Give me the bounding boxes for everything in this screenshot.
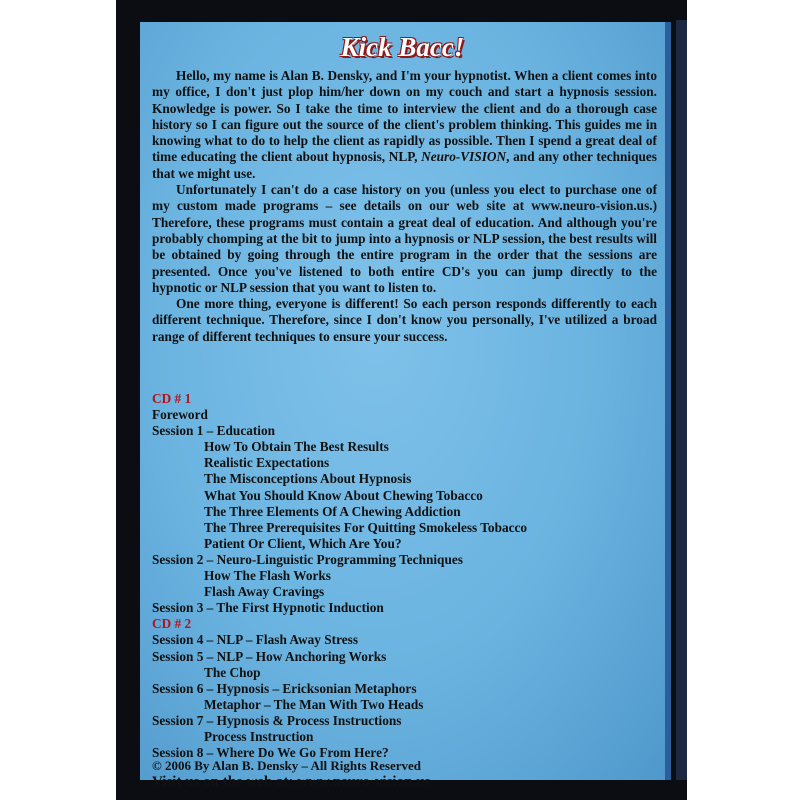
toc-session-7: Session 7 – Hypnosis & Process Instructions xyxy=(152,712,402,728)
cd1-label: CD # 1 xyxy=(152,391,192,406)
toc-session-5: Session 5 – NLP – How Anchoring Works xyxy=(152,648,387,664)
intro-text xyxy=(152,68,657,345)
toc-item: How The Flash Works xyxy=(204,568,331,584)
intro-paragraph-2: Unfortunately I can't do a case history on you (unless you elect to purchase one of my custom made programs – see details on our web site at www.neuro-vision.us.) Therefore, these programs must contain a great deal of education. And although you're probably chomping at the bit to jump into a hypnosis or NLP session, the best results will be obtained by going through the entire program in the order that the sessions are presented. Once you've listened to both entire CD's you can jump directly to the hypnotic or NLP session that you want to listen to. xyxy=(152,182,657,295)
toc-session-6: Session 6 – Hypnosis – Ericksonian Metaphors xyxy=(152,680,417,696)
toc-session-3: Session 3 – The First Hypnotic Induction xyxy=(152,600,384,616)
back-cover-insert xyxy=(140,22,671,790)
toc-item: How To Obtain The Best Results xyxy=(204,439,389,455)
toc-item: The Three Elements Of A Chewing Addiction xyxy=(204,503,461,519)
toc-foreword: Foreword xyxy=(152,407,208,423)
toc-item: The Three Prerequisites For Quitting Smokeless Tobacco xyxy=(204,519,528,535)
case-spine xyxy=(676,20,687,780)
cd2-label: CD # 2 xyxy=(152,616,192,632)
toc-item: The Chop xyxy=(204,664,261,680)
toc-item: Patient Or Client, Which Are You? xyxy=(204,535,402,551)
intro-paragraph-1: Hello, my name is Alan B. Densky, and I'm your hypnotist. When a client comes into my office, I don't just plop him/her down on my couch and start a hypnosis session. Knowledge is power. So I take the time to interview the client and do a thorough case history so I can figure out the source of the client's problem thinking. This guides me in knowing what to do to help the client as rapidly as possible. Then I spend a great deal of time educating the client about hypnosis, NLP, Neuro-VISION, and any other techniques that we might use. xyxy=(152,68,657,181)
neuro-vision-brand: Neuro-VISION xyxy=(421,149,507,165)
intro-paragraph-3: One more thing, everyone is different! So each person responds differently to each different technique. Therefore, since I don't know you personally, I've utilized a broad range of different techniques to ensure your success. xyxy=(152,296,657,344)
toc-session-1: Session 1 – Education xyxy=(152,423,276,439)
toc-item: Process Instruction xyxy=(204,728,314,744)
toc-item: Realistic Expectations xyxy=(204,455,330,471)
toc-session-4: Session 4 – NLP – Flash Away Stress xyxy=(152,632,359,648)
toc-session-8: Session 8 – Where Do We Go From Here? xyxy=(152,745,389,761)
toc-item: The Misconceptions About Hypnosis xyxy=(204,471,412,487)
copyright-notice: © 2006 By Alan B. Densky – All Rights Reserved xyxy=(152,758,422,773)
cover-title: Kick Bacc! xyxy=(340,32,465,62)
toc-item: Metaphor – The Man With Two Heads xyxy=(204,696,424,712)
toc-item: What You Should Know About Chewing Tobacco xyxy=(204,487,483,503)
contents-list xyxy=(152,391,657,761)
website-link: Visit us on the web at: www.neuro-vision.us xyxy=(152,774,431,790)
toc-session-2: Session 2 – Neuro-Linguistic Programming Techniques xyxy=(152,551,463,567)
toc-item: Flash Away Cravings xyxy=(204,584,325,600)
